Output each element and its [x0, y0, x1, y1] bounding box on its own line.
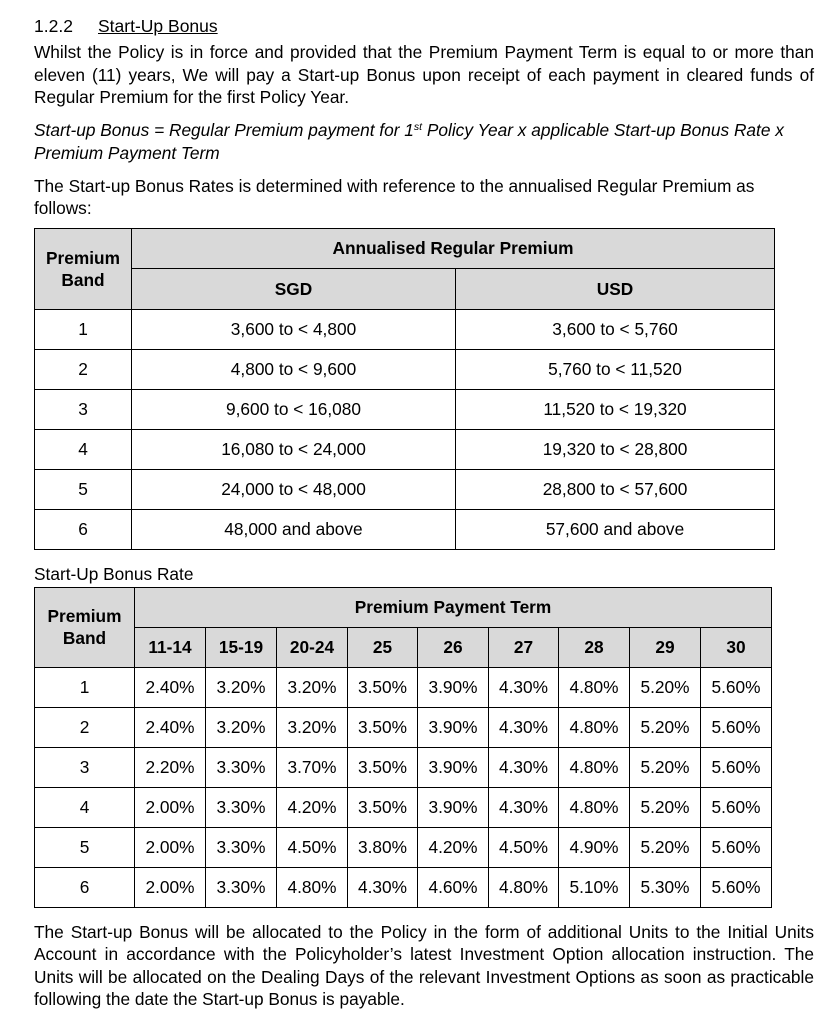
term-column-header: 20-24 [277, 627, 348, 667]
rate-cell: 4.50% [489, 827, 559, 867]
rate-cell: 3.30% [206, 867, 277, 907]
sgd-cell: 9,600 to < 16,080 [132, 389, 456, 429]
rate-cell: 5.30% [630, 867, 701, 907]
rate-cell: 5.60% [701, 667, 772, 707]
rate-cell: 5.60% [701, 707, 772, 747]
payment-term-group-header: Premium Payment Term [135, 587, 772, 627]
band-cell: 1 [35, 309, 132, 349]
rate-cell: 3.90% [418, 787, 489, 827]
rate-cell: 4.30% [489, 707, 559, 747]
rate-cell: 3.90% [418, 707, 489, 747]
rate-cell: 5.10% [559, 867, 630, 907]
rate-cell: 5.20% [630, 667, 701, 707]
rate-cell: 3.90% [418, 747, 489, 787]
band-header-line-2: Band [62, 628, 107, 649]
rate-cell: 2.00% [135, 827, 206, 867]
rate-cell: 3.70% [277, 747, 348, 787]
rate-cell: 4.80% [559, 787, 630, 827]
rate-cell: 4.30% [489, 787, 559, 827]
rate-cell: 5.60% [701, 747, 772, 787]
premium-table-row [35, 389, 775, 429]
rate-cell: 4.80% [489, 867, 559, 907]
formula-part-2: Policy Year x applicable Start-up Bonus Rate x Premium Payment Term [34, 120, 784, 163]
band-cell: 2 [35, 349, 132, 389]
rate-cell: 2.20% [135, 747, 206, 787]
rate-cell: 4.20% [418, 827, 489, 867]
section-title: Start-Up Bonus [98, 16, 218, 36]
band-cell: 1 [35, 667, 135, 707]
rate-cell: 3.20% [206, 707, 277, 747]
usd-cell: 57,600 and above [456, 509, 775, 549]
rate-cell: 3.20% [206, 667, 277, 707]
usd-cell: 28,800 to < 57,600 [456, 469, 775, 509]
term-column-header: 26 [418, 627, 489, 667]
rate-cell: 4.80% [559, 667, 630, 707]
rate-table-row [35, 707, 772, 747]
band-cell: 4 [35, 787, 135, 827]
bonus-formula [34, 119, 814, 164]
rate-cell: 2.40% [135, 707, 206, 747]
premium-table-row [35, 469, 775, 509]
rate-cell: 5.20% [630, 827, 701, 867]
formula-superscript: st [413, 121, 423, 134]
term-column-header: 25 [348, 627, 418, 667]
rate-cell: 3.90% [418, 667, 489, 707]
band-header-line-1: Premium [47, 606, 122, 627]
rate-cell: 3.20% [277, 667, 348, 707]
term-column-header: 28 [559, 627, 630, 667]
sgd-cell: 24,000 to < 48,000 [132, 469, 456, 509]
closing-paragraph: The Start-up Bonus will be allocated to the Policy in the form of additional Units to the Initial Units Account in accordance with the Policyholder’s latest Investment Option allocation instruction. The Units will be allocated on the Dealing Days of the relevant Investment Options as soon as practicable following the date the Start-up Bonus is payable. [34, 921, 814, 1010]
rate-cell: 4.30% [348, 867, 418, 907]
usd-cell: 3,600 to < 5,760 [456, 309, 775, 349]
bonus-rate-table [34, 587, 772, 908]
sgd-cell: 3,600 to < 4,800 [132, 309, 456, 349]
term-column-header: 15-19 [206, 627, 277, 667]
rate-cell: 4.80% [277, 867, 348, 907]
rate-cell: 5.20% [630, 747, 701, 787]
rates-intro-paragraph: The Start-up Bonus Rates is determined with reference to the annualised Regular Premium as follows: [34, 175, 755, 219]
rate-cell: 4.60% [418, 867, 489, 907]
rate-cell: 5.20% [630, 707, 701, 747]
rate-table-row [35, 667, 772, 707]
rate-cell: 4.90% [559, 827, 630, 867]
annualised-premium-table [34, 228, 775, 550]
usd-cell: 11,520 to < 19,320 [456, 389, 775, 429]
premium-table-row [35, 349, 775, 389]
term-column-header: 11-14 [135, 627, 206, 667]
rate-table-row [35, 787, 772, 827]
rate-cell: 3.80% [348, 827, 418, 867]
band-cell: 5 [35, 827, 135, 867]
premium-table-row [35, 429, 775, 469]
rate-cell: 2.00% [135, 867, 206, 907]
formula-part-1: Start-up Bonus = Regular Premium payment for 1 [34, 120, 414, 141]
section-heading [34, 12, 814, 40]
rate-cell: 4.20% [277, 787, 348, 827]
band-cell: 6 [35, 509, 132, 549]
band-cell: 6 [35, 867, 135, 907]
intro-paragraph: Whilst the Policy is in force and provided that the Premium Payment Term is equal to or more than eleven (11) years, We will pay a Start-up Bonus upon receipt of each payment in cleared funds of Regular Premium for the first Policy Year. [34, 42, 814, 108]
sgd-cell: 48,000 and above [132, 509, 456, 549]
sgd-cell: 16,080 to < 24,000 [132, 429, 456, 469]
rate-cell: 5.60% [701, 867, 772, 907]
band-cell: 2 [35, 707, 135, 747]
sgd-column-header: SGD [132, 269, 456, 310]
rate-cell: 5.60% [701, 827, 772, 867]
rate-cell: 3.30% [206, 787, 277, 827]
band-cell: 3 [35, 747, 135, 787]
rate-cell: 4.30% [489, 667, 559, 707]
usd-column-header: USD [456, 269, 775, 310]
premium-table-row [35, 509, 775, 549]
rate-cell: 4.50% [277, 827, 348, 867]
band-cell: 4 [35, 429, 132, 469]
rate-cell: 3.30% [206, 827, 277, 867]
rate-cell: 5.60% [701, 787, 772, 827]
rate-cell: 4.80% [559, 747, 630, 787]
band-header-line-2: Band [61, 269, 105, 290]
usd-cell: 5,760 to < 11,520 [456, 349, 775, 389]
rate-table-row [35, 747, 772, 787]
rate-cell: 3.50% [348, 787, 418, 827]
premium-table-row [35, 309, 775, 349]
rate-table-caption: Start-Up Bonus Rate [34, 563, 194, 584]
usd-cell: 19,320 to < 28,800 [456, 429, 775, 469]
rate-cell: 3.50% [348, 747, 418, 787]
rate-cell: 3.50% [348, 707, 418, 747]
rate-cell: 4.30% [489, 747, 559, 787]
rate-cell: 3.20% [277, 707, 348, 747]
document-page [34, 12, 814, 1011]
sgd-cell: 4,800 to < 9,600 [132, 349, 456, 389]
rate-cell: 2.40% [135, 667, 206, 707]
band-cell: 5 [35, 469, 132, 509]
rate-cell: 5.20% [630, 787, 701, 827]
rate-cell: 4.80% [559, 707, 630, 747]
annualised-premium-group-header: Annualised Regular Premium [132, 228, 775, 269]
term-column-header: 27 [489, 627, 559, 667]
rate-cell: 3.30% [206, 747, 277, 787]
premium-band-header [35, 228, 132, 309]
band-cell: 3 [35, 389, 132, 429]
band-header-line-1: Premium [46, 247, 120, 268]
rate-cell: 3.50% [348, 667, 418, 707]
rate-table-row [35, 867, 772, 907]
rate-table-row [35, 827, 772, 867]
rate-band-header [35, 587, 135, 667]
term-column-header: 29 [630, 627, 701, 667]
rate-cell: 2.00% [135, 787, 206, 827]
term-column-header: 30 [701, 627, 772, 667]
section-number: 1.2.2 [34, 16, 73, 36]
